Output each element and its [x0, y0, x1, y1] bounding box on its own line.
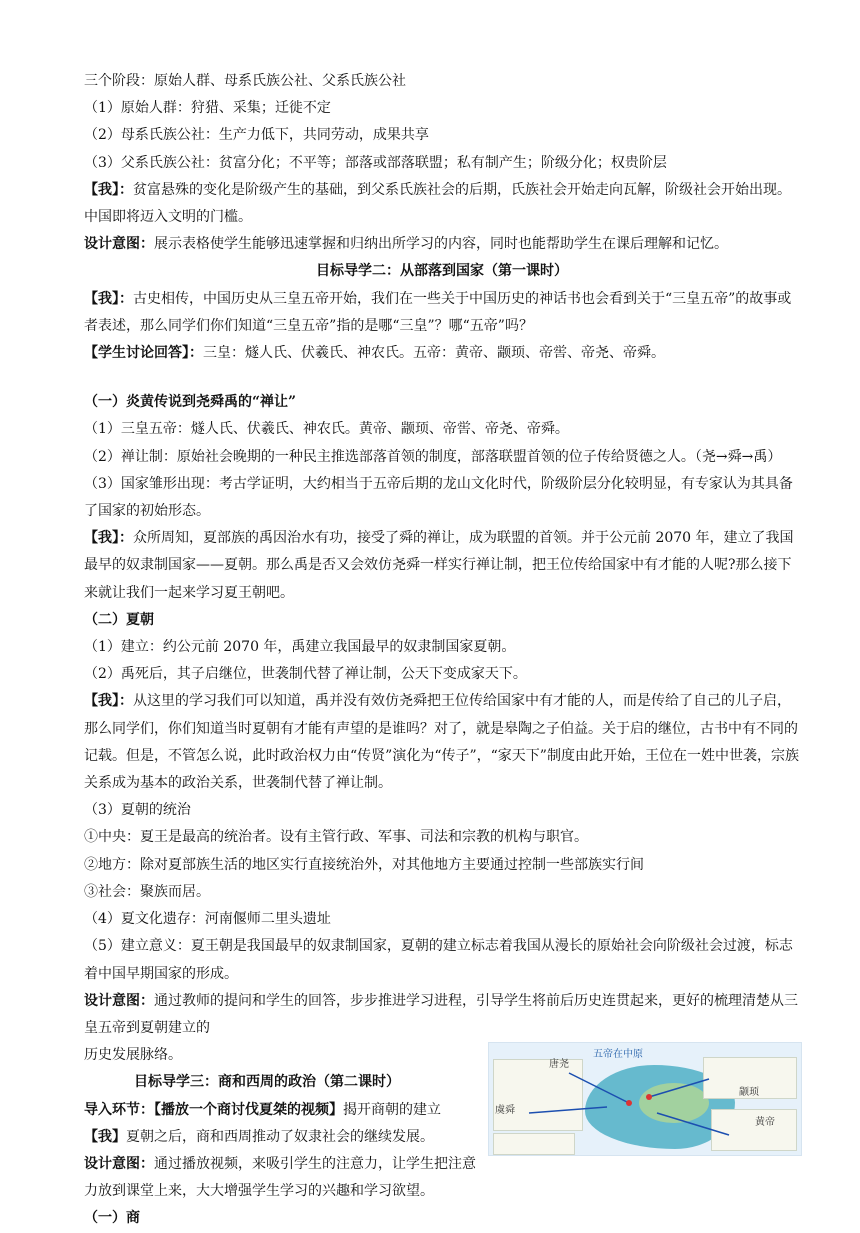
xia-point-2: （2）禹死后，其子启继位，世袭制代替了禅让制，公天下变成家天下。: [84, 666, 527, 683]
five-emperors-map: [488, 1042, 802, 1156]
intent-text: 通过播放视频，来吸引学生的注意力，让学生把注意力放到课堂上来，大大增强学生学习的兴趣和学习欲望。: [84, 1155, 476, 1200]
subsection-2: （二）夏朝: [84, 611, 154, 628]
remark-label: 【我】：: [84, 693, 133, 710]
point-2: （2）禅让制：原始社会晚期的一种民主推选部落首领的制度，部落联盟首领的位子传给贤德之人。（尧→舜→禹）: [84, 448, 782, 465]
intro-video: 【播放一个商讨伐夏桀的视频】: [154, 1101, 343, 1118]
answer-label: 【学生讨论回答】：: [84, 345, 203, 362]
teacher-remark: [84, 688, 800, 797]
intent-continued: 历史发展脉络。: [84, 1047, 182, 1064]
subsection-1: （一）炎黄传说到尧舜禹的“禅让”: [84, 394, 297, 411]
design-intent: [84, 231, 800, 258]
intent-label: 设计意图：: [84, 1155, 154, 1172]
subsection-shang: （一）商: [84, 1210, 140, 1227]
xia-central: ①中央：夏王是最高的统治者。设有主管行政、军事、司法和宗教的机构与职官。: [84, 829, 588, 846]
intro-step: [84, 1097, 480, 1124]
stage-3: （3）父系氏族公社：贫富分化；不平等；部落或部落联盟；私有制产生；阶级分化；权贵阶层: [84, 154, 667, 171]
xia-point-3: （3）夏朝的统治: [84, 802, 191, 819]
intent-text: 通过教师的提问和学生的回答，步步推进学习进程，引导学生将前后历史连贯起来，更好的梳理清楚从三皇五帝到夏朝建立的: [84, 992, 798, 1036]
design-intent: [84, 988, 800, 1042]
remark-text: 从这里的学习我们可以知道，禹并没有效仿尧舜把王位传给国家中有才能的人，而是传给了自己的儿子启，那么同学们，你们知道当时夏朝有才能有声望的是谁吗？对了，就是皋陶之子伯益。关于启的继位，古书中有不同的记载。但是，不管怎么说，此时政治权力由“传贤”演化为“传子”，“家天下”制度由此开始，王位在一姓中世袭，宗族关系成为基本的政治关系，世袭制代替了禅让制。: [84, 693, 799, 792]
remark-text: 众所周知，夏部族的禹因治水有功，接受了舜的禅让，成为联盟的首领。并于公元前 2070 年，建立了我国最早的奴隶制国家——夏朝。那么禹是否又会效仿尧舜一样实行禅让制，把王位传给国家中有才能的人呢?那么接下来就让我们一起来学习夏王朝吧。: [84, 530, 794, 601]
xia-point-1: （1）建立：约公元前 2070 年，禹建立我国最早的奴隶制国家夏朝。: [84, 639, 516, 656]
map-label-yushun: 虞舜: [495, 1105, 515, 1117]
design-intent: [84, 1151, 480, 1205]
stage-2: （2）母系氏族公社：生产力低下，共同劳动，成果共享: [84, 127, 429, 144]
spacer: [84, 367, 800, 389]
point-3: （3）国家雏形出现：考古学证明，大约相当于五帝后期的龙山文化时代，阶级阶层分化较明显，有专家认为其具备了国家的初始形态。: [84, 475, 793, 520]
intro-label: 导入环节：: [84, 1101, 154, 1118]
xia-point-5: （5）建立意义：夏王朝是我国最早的奴隶制国家，夏朝的建立标志着我国从漫长的原始社会向阶级社会过渡，标志着中国早期国家的形成。: [84, 938, 793, 982]
map-label-tangyao: 唐尧: [549, 1059, 569, 1071]
remark-text: 贫富悬殊的变化是阶级产生的基础，到父系氏族社会的后期，氏族社会开始走向瓦解，阶级社会开始出现。中国即将迈入文明的门槛。: [84, 181, 791, 226]
stage-1: （1）原始人群：狩猎、采集；迁徙不定: [84, 100, 331, 117]
map-label-huangdi: 黄帝: [755, 1117, 775, 1129]
xia-point-4: （4）夏文化遗存：河南偃师二里头遗址: [84, 911, 331, 928]
point-1: （1）三皇五帝：燧人氏、伏羲氏、神农氏。黄帝、颛顼、帝喾、帝尧、帝舜。: [84, 421, 569, 438]
section-heading-2: 目标导学二：从部落到国家（第一课时）: [316, 263, 568, 280]
teacher-remark: [84, 525, 800, 607]
document-page: [84, 68, 800, 1233]
map-label-zhuanxu: 颛顼: [739, 1087, 759, 1099]
xia-local: ②地方：除对夏部族生活的地区实行直接统治外，对其他地方主要通过控制一些部族实行间: [84, 856, 644, 873]
student-answer: [84, 340, 800, 367]
map-arrows: [489, 1043, 801, 1155]
teacher-remark: [84, 177, 800, 231]
stages-line: 三个阶段：原始人群、母系氏族公社、父系氏族公社: [84, 73, 406, 89]
intro-text: 揭开商朝的建立: [343, 1101, 441, 1118]
teacher-remark: [84, 286, 800, 340]
intent-label: 设计意图：: [84, 236, 154, 253]
section-heading-3: 目标导学三：商和西周的政治（第二课时）: [134, 1074, 400, 1091]
remark-text: 古史相传，中国历史从三皇五帝开始，我们在一些关于中国历史的神话书也会看到关于“三皇五帝”的故事或者表述，那么同学们你们知道“三皇五帝”指的是哪“三皇”？哪“五帝”吗？: [84, 290, 792, 334]
map-flow-section: [84, 1042, 800, 1232]
remark-label: 【我】: [84, 1128, 126, 1145]
remark-label: 【我】：: [84, 530, 133, 547]
remark-text: 夏朝之后，商和西周推动了奴隶社会的继续发展。: [126, 1128, 434, 1145]
map-title: 五帝在中原: [593, 1049, 643, 1061]
remark-label: 【我】：: [84, 290, 133, 307]
teacher-remark: [84, 1124, 480, 1151]
answer-text: 三皇：燧人氏、伏羲氏、神农氏。五帝：黄帝、颛顼、帝喾、帝尧、帝舜。: [203, 345, 665, 362]
remark-label: 【我】：: [84, 181, 133, 198]
intent-label: 设计意图：: [84, 992, 154, 1009]
intent-text: 展示表格使学生能够迅速掌握和归纳出所学习的内容，同时也能帮助学生在课后理解和记忆。: [154, 236, 728, 253]
xia-society: ③社会：聚族而居。: [84, 883, 210, 900]
